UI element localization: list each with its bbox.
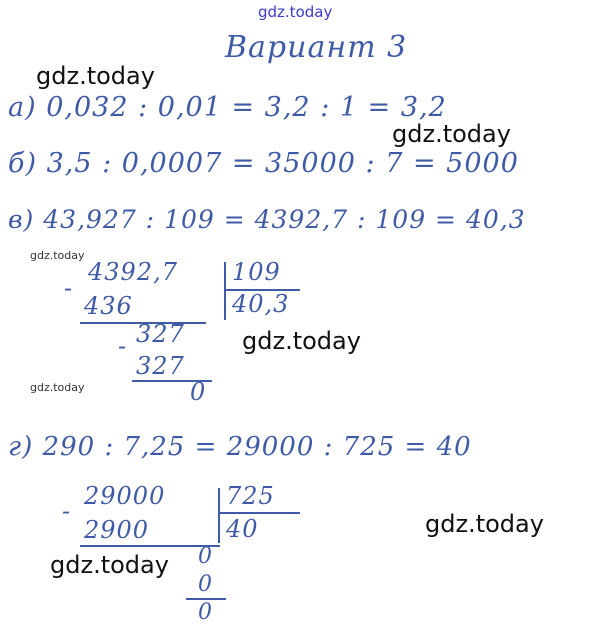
- division-g-remainder: 0: [198, 544, 213, 569]
- division-v-final: 0: [190, 378, 207, 406]
- watermark: gdz.today: [392, 120, 511, 148]
- watermark: gdz.today: [242, 327, 361, 355]
- division-v-dividend: 4392,7: [88, 258, 178, 286]
- division-v-divisor: 109: [232, 258, 281, 286]
- division-g-minus: -: [62, 497, 72, 525]
- division-g-bracket-bar: [218, 512, 300, 514]
- watermark: gdz.today: [30, 381, 85, 394]
- watermark-top: gdz.today: [258, 3, 333, 21]
- division-g-quotient: 40: [226, 515, 259, 543]
- division-v-sub2: 327: [136, 352, 185, 380]
- equation-g: г) 290 : 7,25 = 29000 : 725 = 40: [8, 432, 472, 462]
- division-g-divisor: 725: [226, 482, 275, 510]
- division-g-final: 0: [198, 600, 213, 625]
- equation-v: в) 43,927 : 109 = 4392,7 : 109 = 40,3: [8, 205, 526, 234]
- division-v-remainder1: 327: [136, 320, 185, 348]
- watermark: gdz.today: [36, 62, 155, 90]
- division-v-minus2: -: [118, 332, 128, 360]
- division-v-bracket: [224, 262, 226, 320]
- division-v-minus: -: [64, 274, 74, 302]
- watermark: gdz.today: [425, 510, 544, 538]
- division-g-remainder: 0: [198, 572, 213, 597]
- equation-a: а) 0,032 : 0,01 = 3,2 : 1 = 3,2: [8, 92, 447, 123]
- equation-b: б) 3,5 : 0,0007 = 35000 : 7 = 5000: [8, 148, 519, 179]
- division-g-dividend: 29000: [84, 482, 166, 510]
- division-v-sub1: 436: [84, 292, 133, 320]
- division-g-bracket: [218, 488, 220, 543]
- page-title: Вариант 3: [225, 30, 408, 65]
- watermark: gdz.today: [50, 551, 169, 579]
- division-g-sub1: 2900: [84, 516, 150, 544]
- watermark: gdz.today: [30, 249, 85, 262]
- division-v-quotient: 40,3: [232, 290, 290, 318]
